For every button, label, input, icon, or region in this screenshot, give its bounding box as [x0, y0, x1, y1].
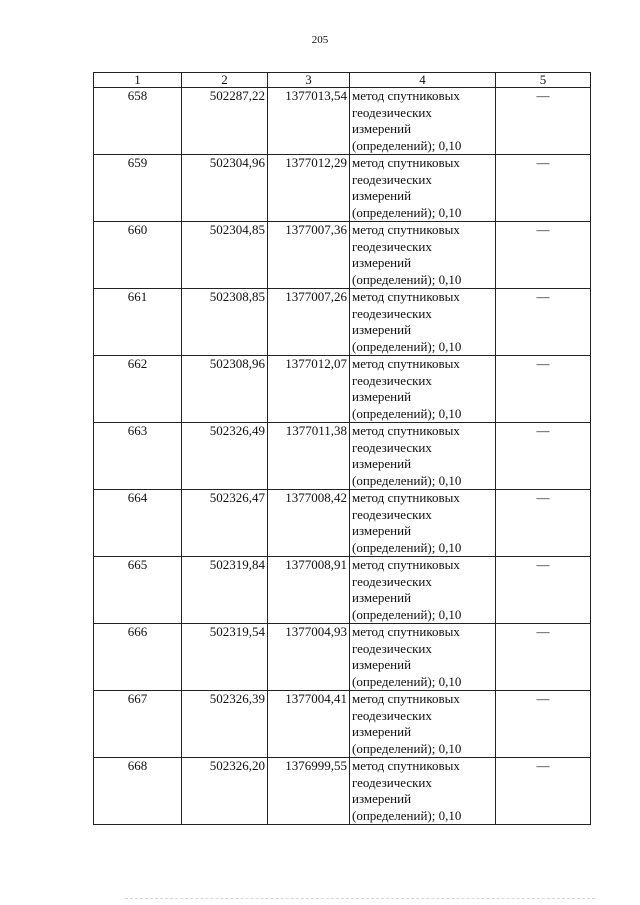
- method-line: геодезических: [352, 439, 432, 455]
- method-cell: [350, 289, 496, 356]
- x-coordinate-cell: 502319,84: [182, 557, 268, 624]
- method-cell: [350, 691, 496, 758]
- method-line: метод спутниковых: [352, 289, 460, 304]
- method-cell: [350, 490, 496, 557]
- table-row: [94, 289, 591, 356]
- method-line: измерений: [352, 657, 412, 672]
- description-cell: —: [496, 356, 591, 423]
- y-coordinate-cell: 1377004,41: [268, 691, 350, 758]
- y-coordinate-cell: 1377004,93: [268, 624, 350, 691]
- method-line: метод спутниковых: [352, 691, 460, 706]
- method-line: метод спутниковых: [352, 557, 460, 572]
- method-cell: [350, 624, 496, 691]
- method-line: (определений); 0,10: [352, 137, 462, 153]
- x-coordinate-cell: 502308,85: [182, 289, 268, 356]
- description-cell: —: [496, 155, 591, 222]
- page-number: 205: [311, 34, 329, 46]
- header-row: [94, 73, 591, 88]
- point-number-cell: 663: [94, 423, 182, 490]
- method-line: (определений); 0,10: [352, 539, 462, 555]
- method-line: (определений); 0,10: [352, 271, 462, 287]
- method-line: (определений); 0,10: [352, 673, 462, 689]
- table-header: [94, 73, 591, 88]
- point-number-cell: 664: [94, 490, 182, 557]
- method-line: измерений: [352, 456, 412, 471]
- method-cell: [350, 356, 496, 423]
- method-line: геодезических: [352, 774, 432, 790]
- x-coordinate-cell: 502326,47: [182, 490, 268, 557]
- description-cell: —: [496, 222, 591, 289]
- header-col-1: 1: [94, 73, 182, 88]
- method-cell: [350, 155, 496, 222]
- y-coordinate-cell: 1377012,07: [268, 356, 350, 423]
- point-number-cell: 667: [94, 691, 182, 758]
- header-col-3: 3: [268, 73, 350, 88]
- method-line: (определений); 0,10: [352, 740, 462, 756]
- method-line: геодезических: [352, 640, 432, 656]
- scan-artifact-line: [125, 898, 595, 902]
- x-coordinate-cell: 502304,96: [182, 155, 268, 222]
- point-number-cell: 661: [94, 289, 182, 356]
- method-line: геодезических: [352, 707, 432, 723]
- method-line: измерений: [352, 590, 412, 605]
- point-number-cell: 665: [94, 557, 182, 624]
- table-row: [94, 423, 591, 490]
- method-line: геодезических: [352, 372, 432, 388]
- method-line: геодезических: [352, 238, 432, 254]
- method-line: метод спутниковых: [352, 88, 460, 103]
- method-cell: [350, 88, 496, 155]
- point-number-cell: 660: [94, 222, 182, 289]
- method-line: геодезических: [352, 506, 432, 522]
- method-line: (определений); 0,10: [352, 807, 462, 823]
- method-line: (определений); 0,10: [352, 606, 462, 622]
- x-coordinate-cell: 502319,54: [182, 624, 268, 691]
- method-line: (определений); 0,10: [352, 204, 462, 220]
- table-row: [94, 490, 591, 557]
- description-cell: —: [496, 88, 591, 155]
- y-coordinate-cell: 1377012,29: [268, 155, 350, 222]
- y-coordinate-cell: 1377008,42: [268, 490, 350, 557]
- method-line: измерений: [352, 121, 412, 136]
- method-line: метод спутниковых: [352, 624, 460, 639]
- table-row: [94, 88, 591, 155]
- y-coordinate-cell: 1377013,54: [268, 88, 350, 155]
- method-line: метод спутниковых: [352, 490, 460, 505]
- method-line: метод спутниковых: [352, 155, 460, 170]
- y-coordinate-cell: 1376999,55: [268, 758, 350, 825]
- method-line: (определений); 0,10: [352, 338, 462, 354]
- table-row: [94, 691, 591, 758]
- method-line: измерений: [352, 255, 412, 270]
- point-number-cell: 662: [94, 356, 182, 423]
- method-cell: [350, 222, 496, 289]
- method-line: измерений: [352, 389, 412, 404]
- method-line: измерений: [352, 791, 412, 806]
- method-line: измерений: [352, 523, 412, 538]
- description-cell: —: [496, 289, 591, 356]
- method-line: метод спутниковых: [352, 356, 460, 371]
- table-row: [94, 557, 591, 624]
- y-coordinate-cell: 1377008,91: [268, 557, 350, 624]
- method-line: измерений: [352, 188, 412, 203]
- table-row: [94, 758, 591, 825]
- method-line: метод спутниковых: [352, 423, 460, 438]
- description-cell: —: [496, 423, 591, 490]
- description-cell: —: [496, 691, 591, 758]
- method-line: метод спутниковых: [352, 758, 460, 773]
- method-cell: [350, 423, 496, 490]
- x-coordinate-cell: 502308,96: [182, 356, 268, 423]
- x-coordinate-cell: 502304,85: [182, 222, 268, 289]
- table-body: [94, 88, 591, 825]
- method-cell: [350, 758, 496, 825]
- x-coordinate-cell: 502326,49: [182, 423, 268, 490]
- y-coordinate-cell: 1377007,36: [268, 222, 350, 289]
- table-row: [94, 624, 591, 691]
- y-coordinate-cell: 1377011,38: [268, 423, 350, 490]
- coordinates-table: [93, 72, 591, 825]
- table-row: [94, 222, 591, 289]
- x-coordinate-cell: 502326,39: [182, 691, 268, 758]
- point-number-cell: 658: [94, 88, 182, 155]
- method-line: измерений: [352, 724, 412, 739]
- method-line: геодезических: [352, 305, 432, 321]
- method-line: геодезических: [352, 573, 432, 589]
- method-line: геодезических: [352, 104, 432, 120]
- header-col-2: 2: [182, 73, 268, 88]
- y-coordinate-cell: 1377007,26: [268, 289, 350, 356]
- method-line: (определений); 0,10: [352, 405, 462, 421]
- method-line: измерений: [352, 322, 412, 337]
- header-col-5: 5: [496, 73, 591, 88]
- point-number-cell: 668: [94, 758, 182, 825]
- description-cell: —: [496, 557, 591, 624]
- point-number-cell: 666: [94, 624, 182, 691]
- point-number-cell: 659: [94, 155, 182, 222]
- header-col-4: 4: [350, 73, 496, 88]
- description-cell: —: [496, 758, 591, 825]
- description-cell: —: [496, 490, 591, 557]
- method-cell: [350, 557, 496, 624]
- method-line: (определений); 0,10: [352, 472, 462, 488]
- x-coordinate-cell: 502287,22: [182, 88, 268, 155]
- table-row: [94, 356, 591, 423]
- description-cell: —: [496, 624, 591, 691]
- x-coordinate-cell: 502326,20: [182, 758, 268, 825]
- method-line: метод спутниковых: [352, 222, 460, 237]
- method-line: геодезических: [352, 171, 432, 187]
- table-row: [94, 155, 591, 222]
